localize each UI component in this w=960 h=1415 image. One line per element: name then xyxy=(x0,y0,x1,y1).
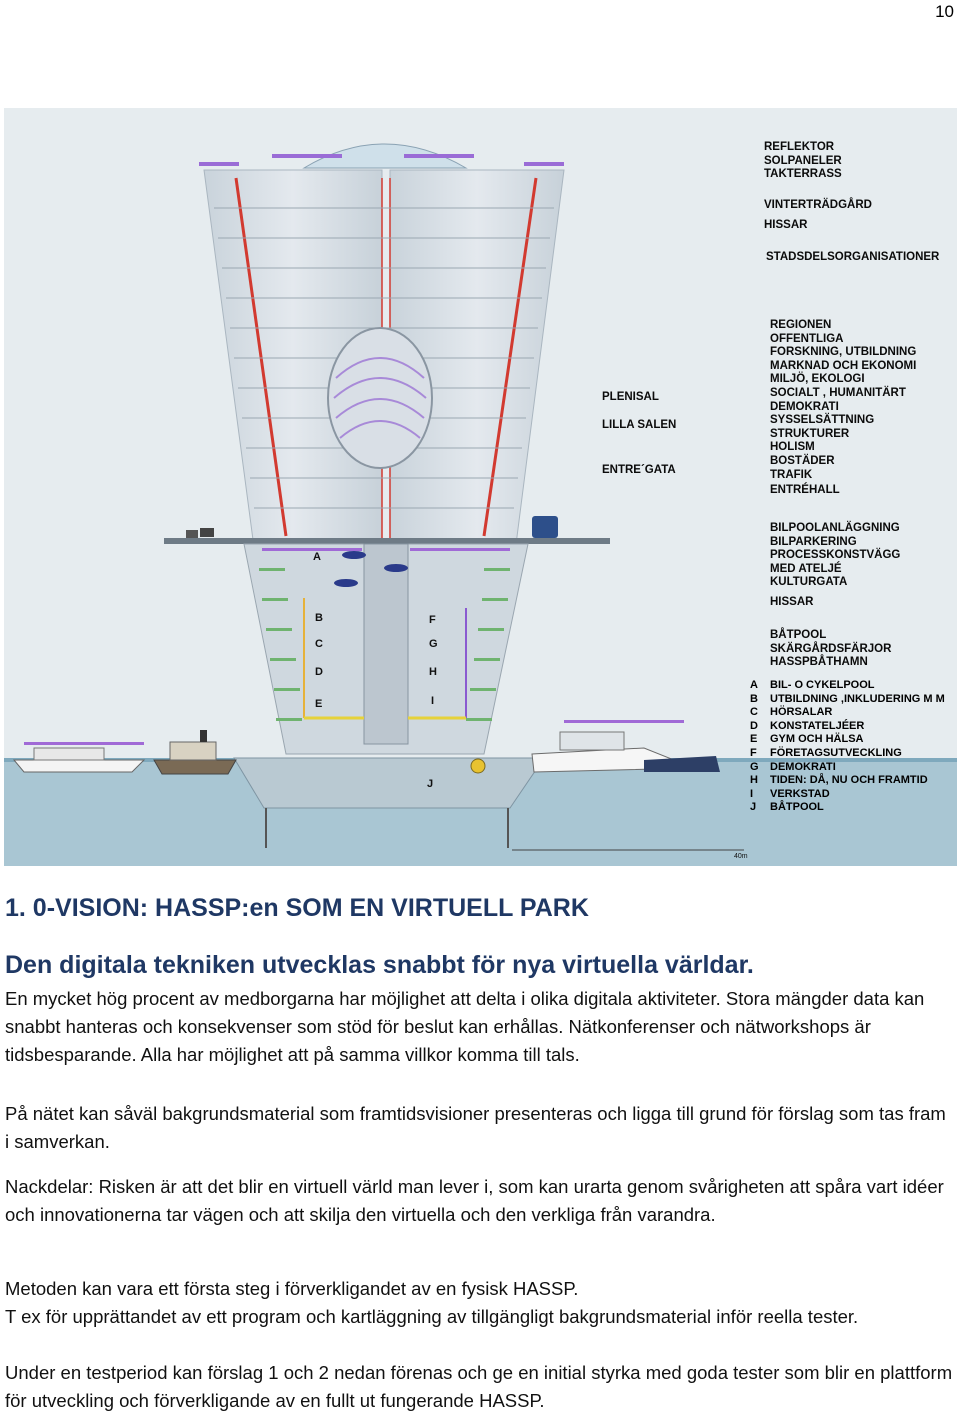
paragraph-6: Under en testperiod kan förslag 1 och 2 nedan förenas och ge en initial styrka med goda tester som blir en plattform för utveckling och förverkligande av en fullt ut fungerande HASSP. xyxy=(5,1362,953,1412)
floor-letter-i: I xyxy=(431,695,435,707)
floor-letter-h: H xyxy=(429,666,437,678)
legend-row: H TIDEN: DÅ, NU OCH FRAMTID xyxy=(750,774,928,787)
legend-row: B UTBILDNING ,INKLUDERING M M xyxy=(750,692,945,705)
paragraph-2: På nätet kan såväl bakgrundsmaterial som framtidsvisioner presenteras och ligga till grund för förslag som tas fram i samverkan. xyxy=(5,1103,946,1153)
floor-letter-f: F xyxy=(429,614,436,626)
district-label: STADSDELSORGANISATIONER xyxy=(766,251,940,263)
legend xyxy=(750,679,945,815)
boat-labels: BÅTPOOL SKÄRGÅRDSFÄRJOR HASSPBÅTHAMN xyxy=(770,629,892,669)
yacht xyxy=(532,732,720,772)
page-number: 10 xyxy=(935,2,954,21)
bus xyxy=(532,516,558,538)
section-subheading: Den digitala tekniken utvecklas snabbt för nya virtuella världar. xyxy=(5,951,754,979)
paragraph-4: Metoden kan vara ett första steg i förverkligandet av en fysisk HASSP. xyxy=(5,1278,579,1299)
winter-garden-labels: VINTERTRÄDGÅRD HISSAR xyxy=(764,199,872,231)
legend-row: J BÅTPOOL xyxy=(750,801,824,814)
floor-letter-j: J xyxy=(427,778,434,790)
floor-letter-a: A xyxy=(313,551,321,563)
legend-row: E GYM OCH HÄLSA xyxy=(750,733,864,746)
street-deck xyxy=(164,538,610,544)
top-labels: REFLEKTOR SOLPANELER TAKTERRASS xyxy=(764,141,842,181)
legend-row: C HÖRSALAR xyxy=(750,706,833,719)
paragraph-1: En mycket hög procent av medborgarna har möjlighet att delta i olika digitala aktiviteter. Stora mängder data kan snabbt hanteras och konsekvenser som stöd för beslut kan erhållas. Nätkonferenser och nätworkshops är tidsbesparande. Alla har möjlighet att på samma villkor komma till tals. xyxy=(5,988,925,1066)
steamboat xyxy=(154,730,236,774)
legend-row: I VERKSTAD xyxy=(750,787,830,800)
section-heading: 1. 0-VISION: HASSP:en SOM EN VIRTUELL PARK xyxy=(5,894,589,922)
floor-letter-d: D xyxy=(315,666,323,678)
elevators-label: HISSAR xyxy=(770,596,814,608)
building-section-illustration xyxy=(4,108,957,866)
floor-letter-c: C xyxy=(315,638,323,650)
legend-row: G DEMOKRATI xyxy=(750,760,836,773)
region-labels: REGIONEN OFFENTLIGA FORSKNING, UTBILDNING MARKNAD OCH EKONOMI MILJÖ, EKOLOGI SOCIALT , HUMANITÄRT DEMOKRATI SYSSELSÄTTNING STRUKTURER HOLISM BOSTÄDER TRAFIK ENTRÉHALL xyxy=(770,319,917,497)
paragraph-3: Nackdelar: Risken är att det blir en virtuell värld man lever i, som kan urarta genom svårigheten att spåra vart idéer och innovationerna tar vägen och att skilja den virtuella och den verkliga från varandra. xyxy=(5,1176,944,1226)
floor-letter-g: G xyxy=(429,638,438,650)
legend-row: D KONSTATELJÉER xyxy=(750,719,865,732)
floor-letter-e: E xyxy=(315,698,323,710)
car-pool-labels: BILPOOLANLÄGGNING BILPARKERING PROCESSKONSTVÄGG MED ATELJÉ KULTURGATA xyxy=(770,522,901,589)
ferry-left xyxy=(14,748,144,772)
paragraph-5: T ex för upprättandet av ett program och kartläggning av tillgängligt bakgrundsmaterial inför reella tester. xyxy=(5,1306,859,1327)
floor-letter-b: B xyxy=(315,612,323,624)
plenary-labels: PLENISAL LILLA SALEN ENTRE´GATA xyxy=(602,391,677,477)
legend-row: F FÖRETAGSUTVECKLING xyxy=(750,746,902,759)
scale-label: 40m xyxy=(734,853,748,860)
legend-row: A BIL- O CYKELPOOL xyxy=(750,679,875,691)
